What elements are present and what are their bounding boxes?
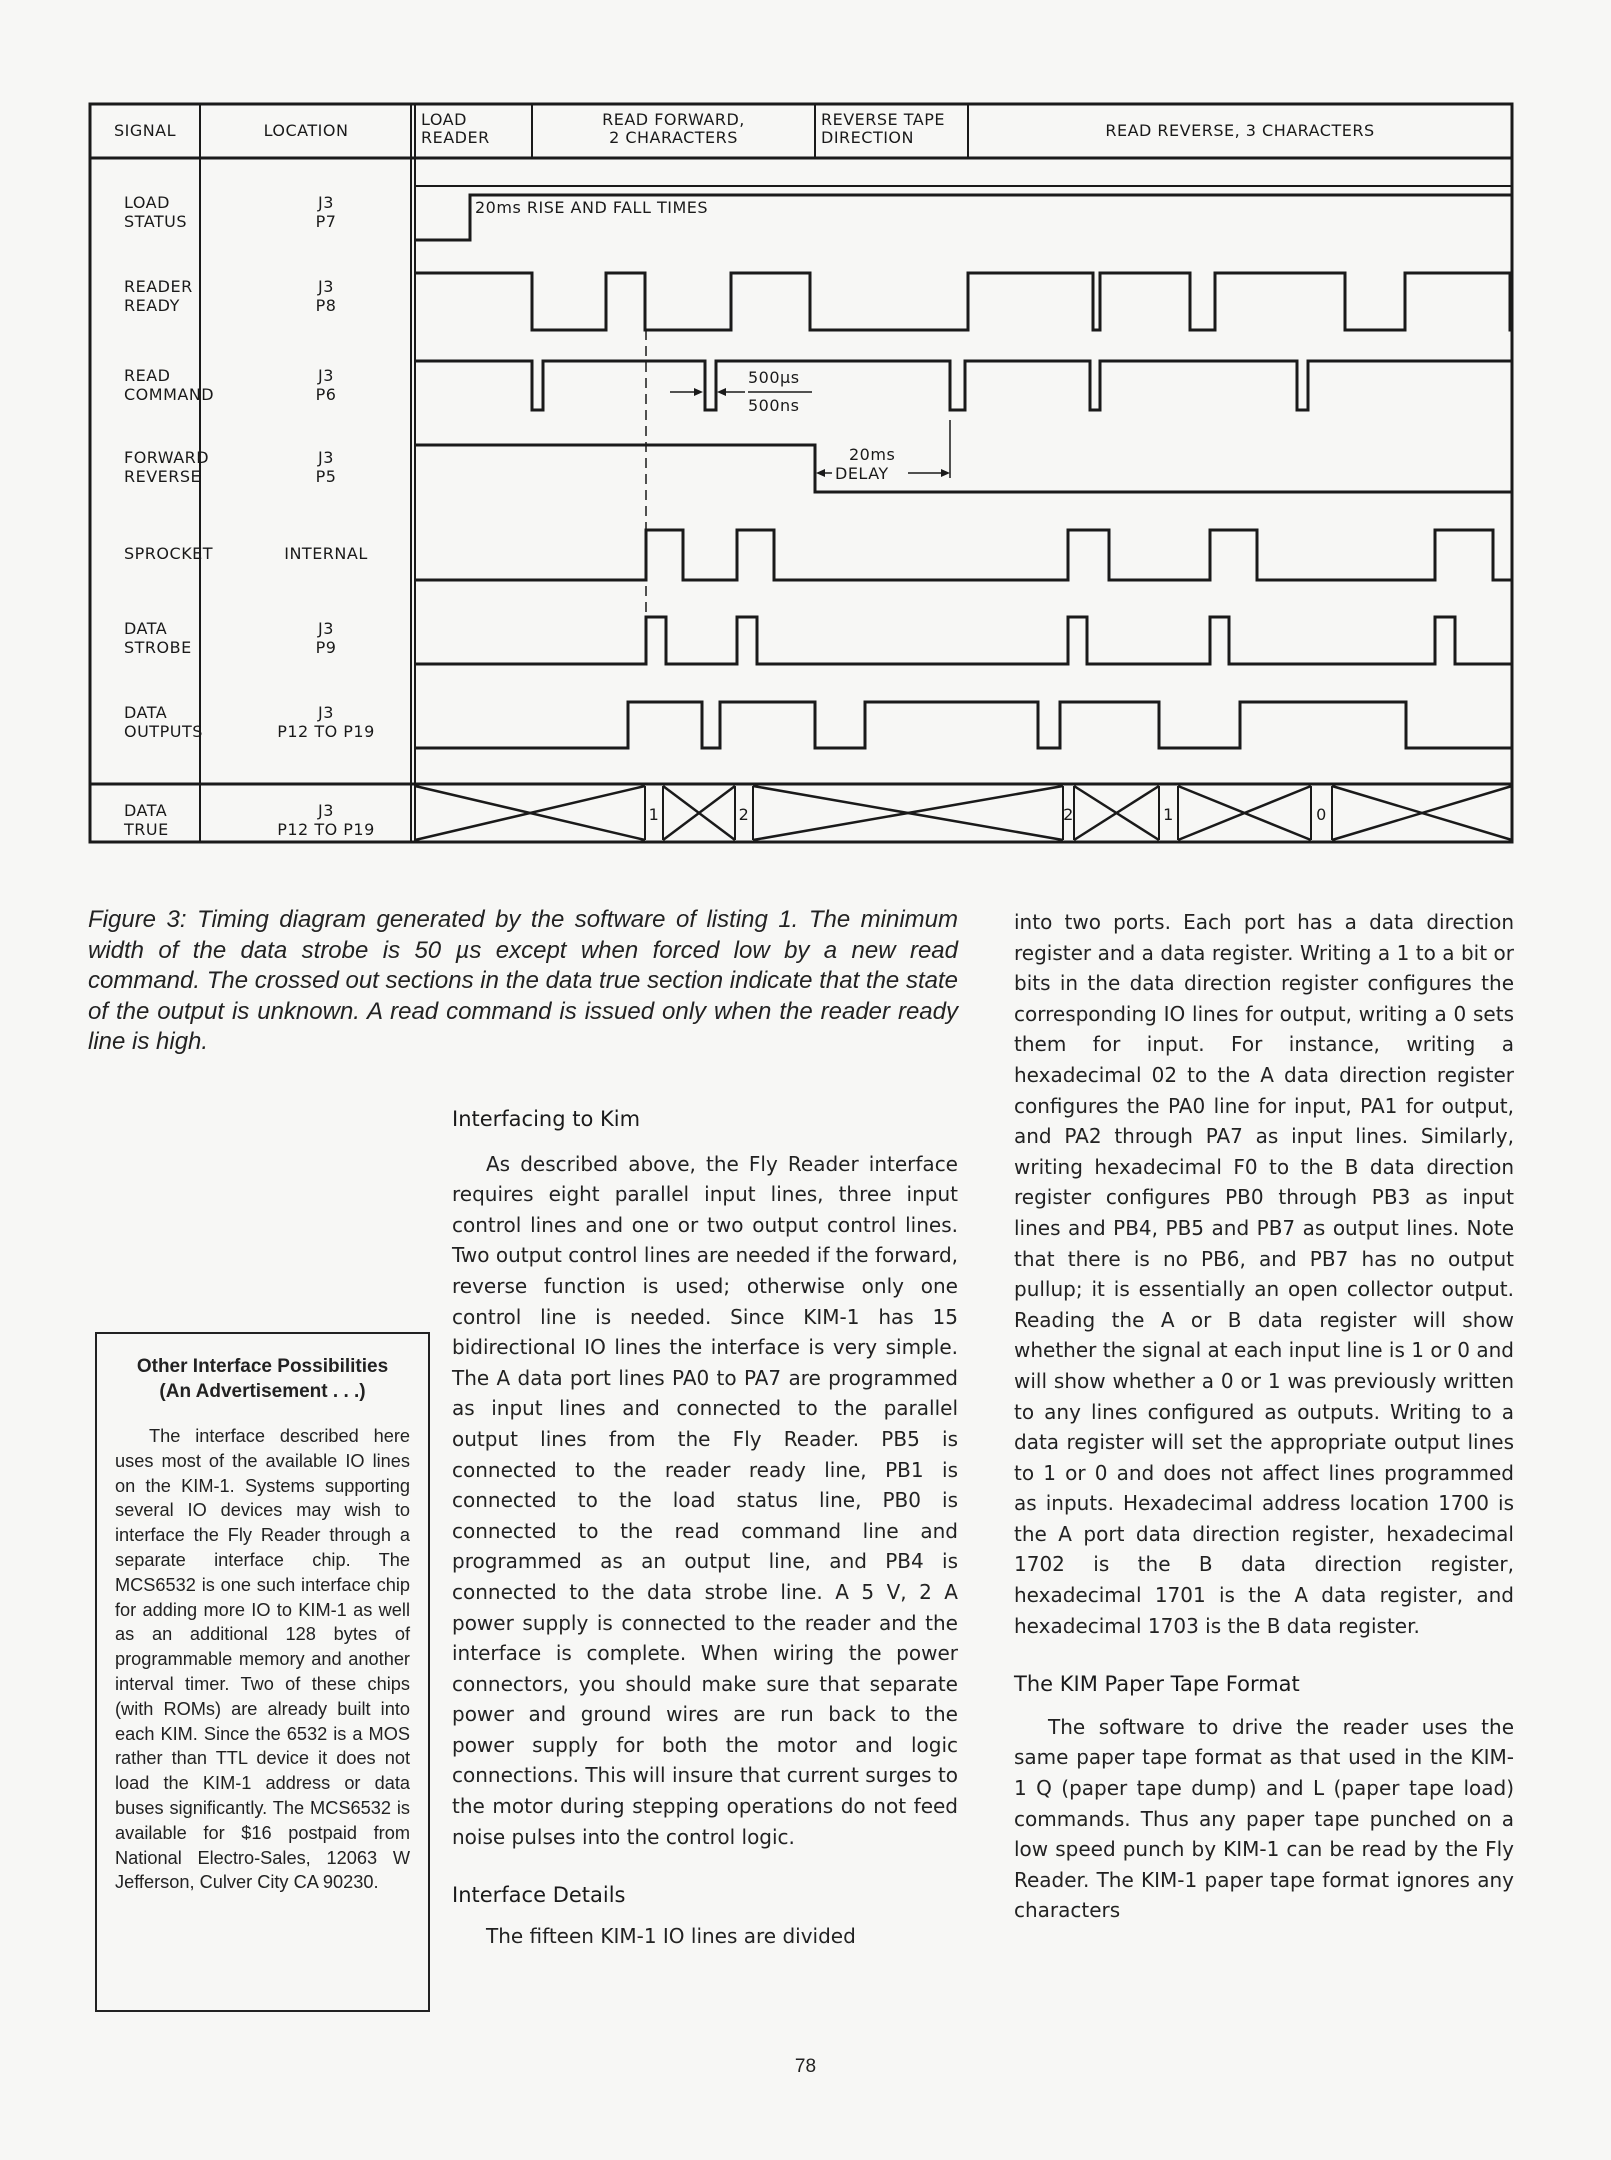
- sidebar-title-line1: Other Interface Possibilities: [136, 1356, 389, 1377]
- data-true-value-label: 0: [1316, 805, 1327, 824]
- row-location-label: J3: [318, 703, 334, 722]
- row-signal-label: DATA: [124, 801, 168, 820]
- header-phase-label: READ FORWARD,: [602, 110, 745, 129]
- header-location: LOCATION: [263, 121, 349, 140]
- row-signal-label: STATUS: [124, 212, 188, 231]
- annotation-rise-fall-times: 20ms RISE AND FALL TIMES: [475, 198, 709, 217]
- section-body-interfacing-to-kim: As described above, the Fly Reader interface requires eight parallel input lines, three input control lines and one or two output control lines. Two output control lines are needed if the forward, reverse function is used; otherwise only one control line is needed. Since KIM-1 has 15 bidirectional IO lines the interface is very simple. The A data port lines PA0 to PA7 are programmed as input lines and connected to the parallel output lines from the Fly Reader. PB5 is connected to the reader ready line, PB1 is connected to the load status line, PB0 is connected to the read command line and programmed as an output line, and PB4 is connected to the data strobe line. A 5 V, 2 A power supply is connected to the reader and the interface is complete. When wiring the power connectors, you should make sure that separate power and ground wires are run back to the power supply for both the motor and logic connections. This will insure that current surges to the motor during stepping operations do not feed noise pulses into the control logic.: [452, 1151, 959, 1849]
- row-location-label: J3: [318, 801, 334, 820]
- sidebar-title: [115, 1354, 410, 1404]
- row-signal-label: DATA: [124, 619, 168, 638]
- row-location-label: J3: [318, 277, 334, 296]
- section-heading-interface-details: Interface Details: [452, 1883, 626, 1908]
- section-body-interface-details-start: The fifteen KIM-1 IO lines are divided: [486, 1923, 856, 1948]
- row-signal-label: STROBE: [124, 638, 192, 657]
- header-phase-label: LOAD: [421, 110, 467, 129]
- sidebar-body: The interface described here uses most of the available IO lines on the KIM-1. Systems supporting several IO devices may wish to interface the Fly Reader through a separate interface chip. The MCS6532 is one such interface chip for adding more IO to KIM-1 as well as an additional 128 bytes of programmable memory and another interval timer. Two of these chips (with ROMs) are already built into each KIM. Since the 6532 is a MOS rather than TTL device it does not load the KIM-1 address or data buses significantly. The MCS6532 is available for $16 postpaid from National Electro-Sales, 12063 W Jefferson, Culver City CA 90230.: [115, 1426, 410, 1893]
- row-location-label: P5: [315, 467, 337, 486]
- row-location-label: P8: [315, 296, 337, 315]
- waveform-reader-ready: [415, 273, 1512, 330]
- annotation-pulse-width-bottom: 500ns: [748, 396, 800, 415]
- section-heading-kim-paper-tape-format: The KIM Paper Tape Format: [1014, 1672, 1300, 1697]
- page-number: 78: [794, 2056, 817, 2077]
- row-signal-label: SPROCKET: [124, 544, 214, 563]
- row-signal-label: READY: [124, 296, 180, 315]
- row-signal-label: LOAD: [124, 193, 170, 212]
- section-body-interface-details-continued: into two ports. Each port has a data direction register and a data register. Writing a 1 to a bit or bits in the data direction register configures the corresponding IO lines for output, writing a 0 sets them for input. For instance, writing a hexadecimal 02 to the A data direction register configures the PA0 line for input, PA1 for output, and PA2 through PA7 as input lines. Similarly, writing hexadecimal F0 to the B data direction register configures PB0 through PB3 as input lines and PB4, PB5 and PB7 as output lines. Note that there is no PB6, and PB7 has no output pullup; it is essentially an open collector output. Reading the A or B data register will show whether the signal at each input line is 1 or 0 and will show whether a 0 or 1 was previously written to any lines configured as outputs. Writing to a data register will set the appropriate output lines to 1 or 0 and does not affect lines programmed as inputs. Hexadecimal address location 1700 is the A port data direction register, hexadecimal 1702 is the B data direction register, hexadecimal 1701 is the A data register, and hexadecimal 1703 is the B data register.: [1014, 910, 1514, 1638]
- waveform-data-strobe: [415, 617, 1512, 664]
- sidebar-title-line2: (An Advertisement . . .): [159, 1381, 366, 1402]
- data-true-value-label: 2: [1063, 805, 1074, 824]
- arrow-head-icon: [941, 469, 950, 477]
- waveform-forward-reverse: [415, 445, 1512, 492]
- row-signal-label: FORWARD: [124, 448, 210, 467]
- row-signal-label: REVERSE: [124, 467, 202, 486]
- header-phase-label: REVERSE TAPE: [821, 110, 945, 129]
- data-true-value-label: 2: [738, 805, 750, 824]
- row-signal-label: TRUE: [124, 820, 169, 839]
- row-signal-label: READ: [124, 366, 171, 385]
- timing-diagram-svg: [85, 100, 1515, 850]
- header-phase-label: 2 CHARACTERS: [609, 128, 738, 147]
- waveform-sprocket: [415, 530, 1512, 580]
- data-true-value-label: 1: [1163, 805, 1174, 824]
- row-location-label: J3: [318, 193, 334, 212]
- header-phase-label: READER: [421, 128, 490, 147]
- row-location-label: P7: [315, 212, 337, 231]
- section-body-kim-paper-tape-format: The software to drive the reader uses the same paper tape format as that used in the KIM-1 Q (paper tape dump) and L (paper tape load) commands. Thus any paper tape punched on a low speed punch by KIM-1 can be read by the Fly Reader. The KIM-1 paper tape format ignores any characters: [1014, 1714, 1514, 1923]
- row-signal-label: DATA: [124, 703, 168, 722]
- header-phase-label: DIRECTION: [821, 128, 914, 147]
- arrow-head-icon: [816, 469, 825, 477]
- arrow-head-icon: [694, 388, 703, 396]
- arrow-head-icon: [717, 388, 726, 396]
- row-location-label: J3: [318, 619, 334, 638]
- header-signal: SIGNAL: [113, 121, 177, 140]
- row-location-label: P12 TO P19: [277, 722, 375, 741]
- row-signal-label: COMMAND: [124, 385, 215, 404]
- row-location-label: J3: [318, 448, 334, 467]
- row-location-label: P6: [315, 385, 337, 404]
- row-signal-label: READER: [124, 277, 193, 296]
- annotation-delay-bottom: DELAY: [835, 464, 889, 483]
- article-column-middle: [452, 1104, 958, 1951]
- annotation-pulse-width-top: 500µs: [748, 368, 800, 387]
- row-location-label: P12 TO P19: [277, 820, 375, 839]
- row-location-label: P9: [315, 638, 337, 657]
- waveform-read-command: [415, 361, 1512, 410]
- annotation-delay-top: 20ms: [849, 445, 896, 464]
- waveform-data-outputs: [415, 702, 1512, 748]
- row-signal-label: OUTPUTS: [124, 722, 203, 741]
- article-column-right: [1014, 907, 1514, 1926]
- header-phase-label: READ REVERSE, 3 CHARACTERS: [1105, 121, 1375, 140]
- timing-diagram-figure: [85, 100, 1515, 850]
- row-location-label: INTERNAL: [284, 544, 368, 563]
- data-true-value-label: 1: [648, 805, 660, 824]
- advertisement-sidebar-box: [95, 1332, 430, 2012]
- section-heading-interfacing-to-kim: Interfacing to Kim: [452, 1107, 641, 1131]
- figure-caption: Figure 3: Timing diagram generated by the software of listing 1. The minimum width of the data strobe is 50 µs except when forced low by a new read command. The crossed out sections in the data true section indicate that the state of the output is unknown. A read command is issued only when the reader ready line is high.: [88, 906, 958, 1055]
- row-location-label: J3: [318, 366, 334, 385]
